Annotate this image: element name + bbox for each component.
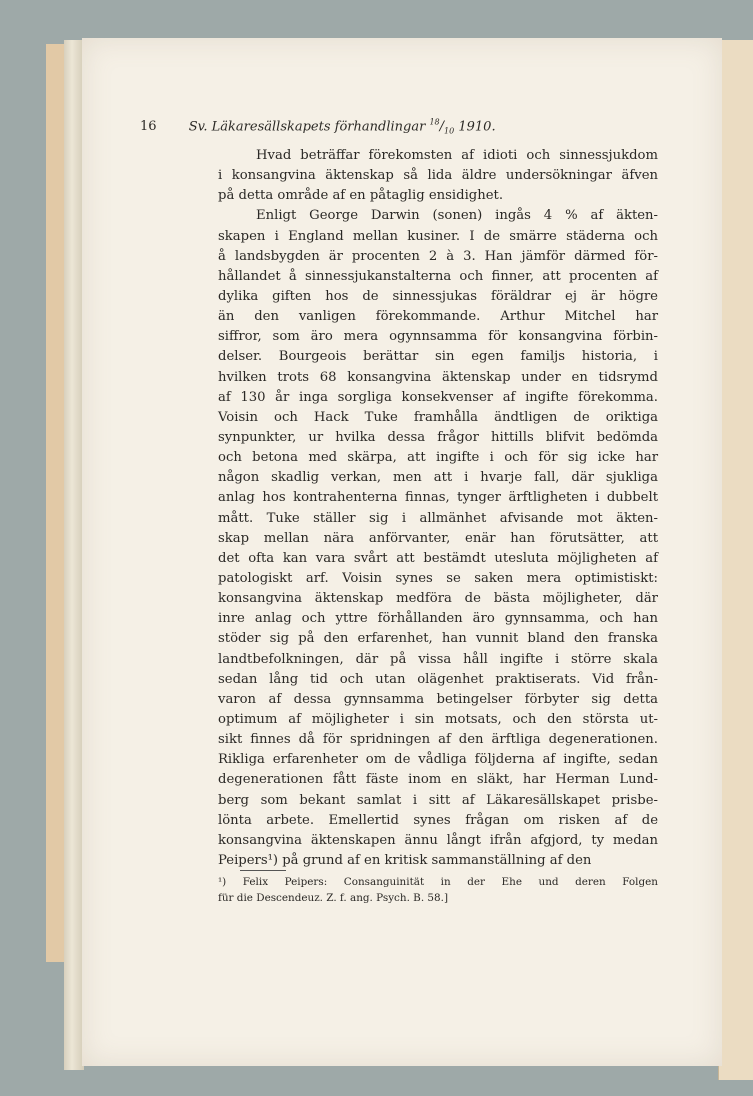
footnote [218, 874, 658, 906]
text-line: hvilken trots 68 konsangvina äktenskap under en tidsrymd [218, 369, 658, 385]
text-line: någon skadlig verkan, men att i hvarje fall, där sjukliga [218, 470, 658, 486]
text-line: landtbefolkningen, där på vissa håll ingifte i större skala [218, 651, 658, 667]
footnote-rule [240, 870, 286, 871]
text-line: konsangvina äktenskapen ännu långt ifrån afgjord, ty medan [218, 832, 658, 848]
text-line: skap mellan nära anförvanter, enär han förutsätter, att [218, 530, 658, 546]
text-line: stöder sig på den erfarenhet, han vunnit bland den franska [218, 631, 658, 647]
text-line: i konsangvina äktenskap så lida äldre undersökningar äfven [218, 168, 658, 184]
text-line: varon af dessa gynnsamma betingelser förbyter sig detta [218, 691, 658, 707]
text-line: siffror, som äro mera ogynnsamma för konsangvina förbin- [218, 329, 658, 345]
text-line: än den vanligen förekommande. Arthur Mitchel har [218, 309, 658, 325]
text-line: sedan lång tid och utan olägenhet praktiserats. Vid från- [218, 671, 658, 687]
text-line: degenerationen fått fäste inom en släkt, har Herman Lund- [218, 772, 658, 788]
text-line: lönta arbete. Emellertid synes frågan om risken af de [218, 812, 658, 828]
text-line: optimum af möjligheter i sin motsats, och den största ut- [218, 711, 658, 727]
date-month: 10 [444, 126, 455, 136]
issue-date: $^{18}/_{10}$ [429, 118, 455, 136]
date-day: 18 [429, 118, 440, 127]
footnote-line: ¹) Felix Peipers: Consanguinität in der Ehe und deren Folgen [218, 876, 658, 888]
text-line: Peipers¹) på grund af en kritisk sammanställning af den [218, 852, 592, 868]
body-text [218, 146, 658, 871]
text-line: synpunkter, ur hvilka dessa frågor hittills blifvit bedömda [218, 429, 658, 445]
text-line: delser. Bourgeois berättar sin egen familjs historia, i [218, 349, 658, 365]
text-line: mått. Tuke ställer sig i allmänhet afvisande mot äkten- [218, 510, 658, 526]
text-line: af 130 år inga sorgliga konsekvenser af ingifte förekomma. [218, 389, 658, 405]
text-line: inre anlag och yttre förhållanden äro gynnsamma, och han [218, 611, 658, 627]
text-line: det ofta kan vara svårt att bestämdt utesluta möjligheten af [218, 550, 658, 566]
running-head [140, 118, 700, 136]
text-line: berg som bekant samlat i sitt af Läkaresällskapet prisbe- [218, 792, 658, 808]
text-line: Rikliga erfarenheter om de vådliga följderna af ingifte, sedan [218, 752, 658, 768]
text-line: patologiskt arf. Voisin synes se saken mera optimistiskt: [218, 570, 658, 586]
text-line: hållandet å sinnessjukanstalterna och finner, att procenten af [218, 268, 658, 284]
text-line: Enligt George Darwin (sonen) ingås 4 % af äkten- [256, 208, 658, 224]
text-line: å landsbygden är procenten 2 à 3. Han jämför därmed för- [218, 248, 658, 264]
journal-title: Sv. Läkaresällskapets förhandlingar [188, 119, 426, 135]
page-stack-edge [64, 40, 84, 1070]
text-line: konsangvina äktenskap medföra de bästa möjligheter, där [218, 591, 658, 607]
next-page-edge [718, 40, 753, 1080]
issue-year: 1910. [458, 119, 496, 135]
text-line: Voisin och Hack Tuke framhålla ändtligen de oriktiga [218, 409, 658, 425]
text-line: dylika giften hos de sinnessjukas föräldrar ej är högre [218, 288, 658, 304]
text-line: sikt finnes då för spridningen af den ärftliga degenerationen. [218, 732, 658, 748]
text-line: Hvad beträffar förekomsten af idioti och sinnessjukdom [256, 148, 658, 163]
text-line: anlag hos kontrahenterna finnas, tynger ärftligheten i dubbelt [218, 490, 658, 506]
footnote-line: für die Descendeuz. Z. f. ang. Psych. B. 58.] [218, 892, 448, 904]
text-line: skapen i England mellan kusiner. I de smärre städerna och [218, 228, 658, 244]
text-line: och betona med skärpa, att ingifte i och för sig icke har [218, 450, 658, 466]
text-line: på detta område af en påtaglig ensidighet. [218, 188, 504, 204]
page-number: 16 [140, 119, 157, 135]
